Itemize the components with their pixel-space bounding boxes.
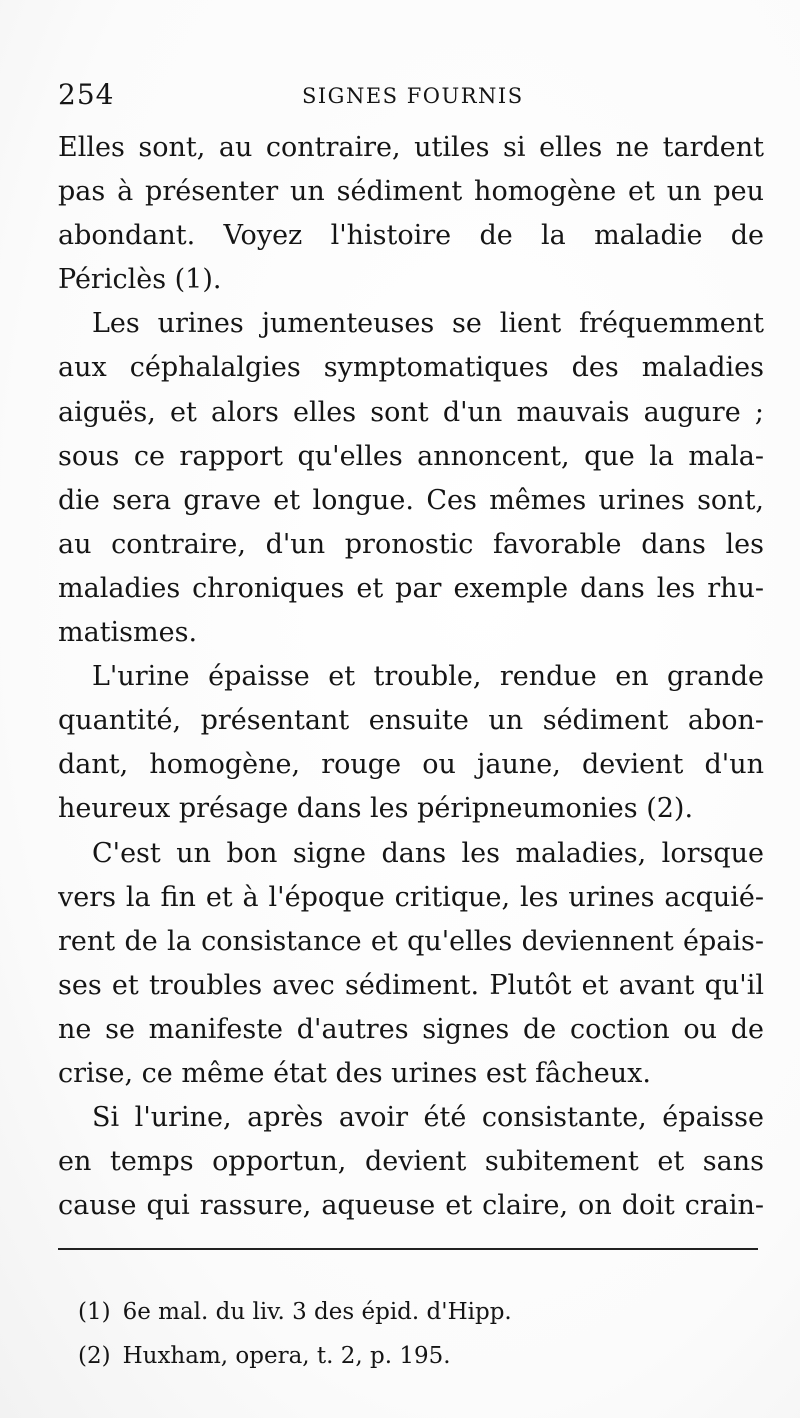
paragraph-first-line: Les urines jumenteuses se lient fréquemment	[92, 308, 764, 340]
text-line: cause qui rassure, aqueuse et claire, on doit crain-	[58, 1190, 764, 1222]
paragraph-first-line: Si l'urine, après avoir été consistante, épaisse	[92, 1102, 764, 1134]
footnote-text: Huxham, opera, t. 2, p. 195.	[122, 1343, 451, 1369]
text-line: aiguës, et alors elles sont d'un mauvais augure ;	[58, 396, 764, 428]
text-line: Elles sont, au contraire, utiles si elles ne tardent	[58, 132, 764, 163]
text-line: quantité, présentant ensuite un sédiment abon-	[58, 705, 764, 737]
text-line: crise, ce même état des urines est fâcheux.	[58, 1057, 651, 1089]
text-line: vers la fin et à l'époque critique, les urines acquié-	[58, 881, 764, 913]
text-line: matismes.	[58, 617, 198, 649]
text-line: abondant. Voyez l'histoire de la maladie de	[58, 220, 764, 252]
text-line: Périclès (1).	[58, 264, 222, 296]
text-line: maladies chroniques et par exemple dans les rhu-	[58, 572, 764, 604]
text-line: die sera grave et longue. Ces mêmes urines sont,	[58, 484, 764, 516]
running-head: SIGNES FOURNIS	[302, 84, 524, 108]
footnote-mark: (1)	[78, 1299, 111, 1325]
footnote-mark: (2)	[78, 1343, 111, 1369]
footnotes	[78, 1290, 758, 1378]
text-line: en temps opportun, devient subitement et sans	[58, 1146, 764, 1178]
text-line: au contraire, d'un pronostic favorable dans les	[58, 528, 764, 560]
footnote-rule	[58, 1248, 758, 1250]
page-number: 254	[58, 78, 115, 111]
text-line: sous ce rapport qu'elles annoncent, que la mala-	[58, 440, 764, 472]
text-line: pas à présenter un sédiment homogène et un peu	[58, 176, 764, 208]
footnote-2	[78, 1334, 758, 1378]
footnote-1	[78, 1290, 758, 1334]
text-line: ses et troubles avec sédiment. Plutôt et avant qu'il	[58, 969, 764, 1001]
text-line: dant, homogène, rouge ou jaune, devient d'un	[58, 749, 764, 781]
text-line: aux céphalalgies symptomatiques des maladies	[58, 352, 764, 384]
paragraph-first-line: C'est un bon signe dans les maladies, lorsque	[92, 837, 764, 869]
page-header	[58, 78, 758, 118]
text-line: ne se manifeste d'autres signes de coction ou de	[58, 1013, 764, 1045]
body-text	[58, 126, 764, 1228]
footnote-text: 6e mal. du liv. 3 des épid. d'Hipp.	[122, 1299, 512, 1325]
text-line: rent de la consistance et qu'elles deviennent épais-	[58, 925, 764, 957]
paragraph-first-line: L'urine épaisse et trouble, rendue en grande	[92, 661, 764, 693]
text-line: heureux présage dans les péripneumonies (2).	[58, 793, 694, 825]
